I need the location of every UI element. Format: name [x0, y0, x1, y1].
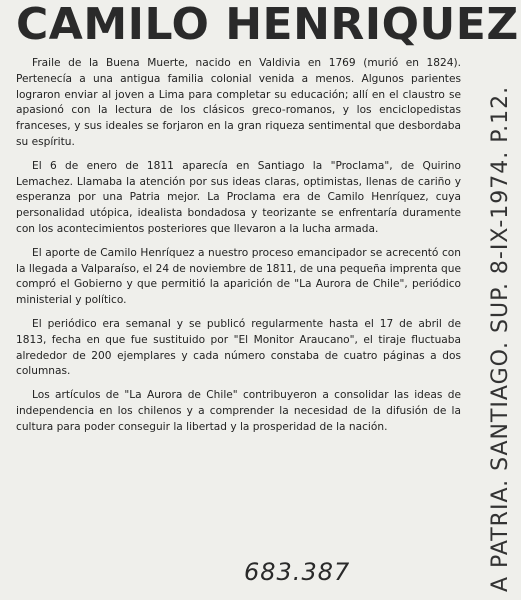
- handwritten-source-note: A PATRIA. SANTIAGO. SUP. 8-IX-1974. P.12.: [488, 85, 513, 592]
- article-paragraph-3: El aporte de Camilo Henríquez a nuestro proceso emancipador se acrecentó con la llegada a Valparaíso, el 24 de noviembre de 1811, de una pequeña imprenta que compró el Gobierno y que permitió la aparición de "La Aurora de Chile", periódico ministerial y político.: [16, 246, 461, 307]
- article-paragraph-4: El periódico era semanal y se publicó regularmente hasta el 17 de abril de 1813, fecha en que fue sustituido por "El Monitor Araucano", el tiraje fluctuaba alrededor de 200 ejemplares y cada número constaba de cuatro páginas a dos columnas.: [16, 317, 461, 378]
- handwritten-catalog-number: 683.387: [244, 558, 351, 586]
- article-paragraph-5: Los artículos de "La Aurora de Chile" contribuyeron a consolidar las ideas de independencia en los chilenos y a comprender la necesidad de la difusión de la cultura para poder conseguir la libertad y la prosperidad de la nación.: [16, 389, 461, 433]
- article-body: [16, 56, 461, 444]
- article-paragraph-1: Fraile de la Buena Muerte, nacido en Valdivia en 1769 (murió en 1824). Pertenecía a una antigua familia colonial venida a menos. Algunos parientes lograron enviar al joven a Lima para completar su educación; allí en el claustro se apasionó con la lectura de los clásicos greco-romanos, y los enciclopedistas franceses, y sus ideales se forjaron en la gran riqueza sentimental que desbordaba su espíritu.: [16, 57, 461, 148]
- article-title: CAMILO HENRIQUEZ: [16, 0, 519, 50]
- article-paragraph-2: El 6 de enero de 1811 aparecía en Santiago la "Proclama", de Quirino Lemachez. Llamaba la atención por sus ideas claras, optimistas, llenas de cariño y esperanza por una Patria mejor. La Proclama era de Camilo Henríquez, cuya personalidad utópica, idealista bondadosa y teorizante se enfrentaría duramente con los acontecimientos posteriores que llevaron a la lucha armada.: [16, 159, 461, 235]
